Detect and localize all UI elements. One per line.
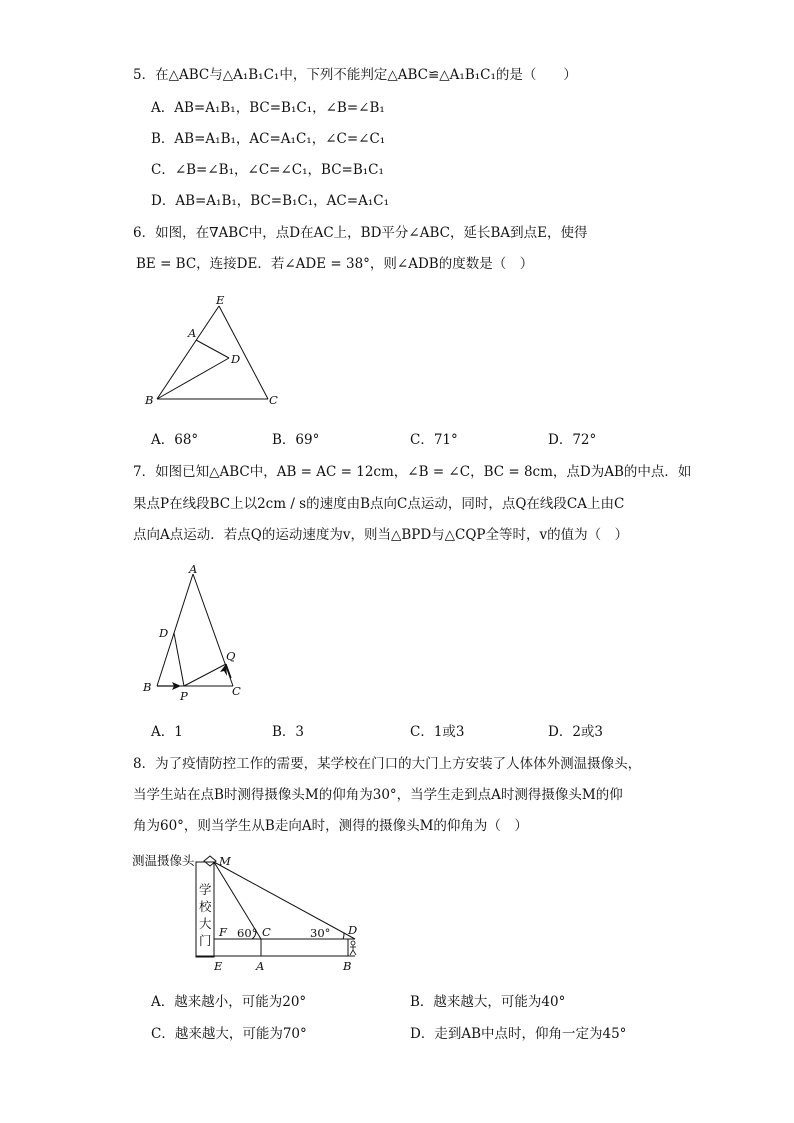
q8-label-gate-4: 门 xyxy=(199,933,212,948)
q7-option-d[interactable]: D．2或3 xyxy=(548,724,604,740)
q7-label-b: B xyxy=(143,680,152,694)
q8-label-b: B xyxy=(343,959,352,973)
q7-option-b[interactable]: B．3 xyxy=(272,724,305,740)
q7-label-d: D xyxy=(159,626,169,640)
q8-label-f: F xyxy=(219,925,227,939)
q8-label-camera: 测温摄像头 xyxy=(132,853,195,868)
q8-option-d[interactable]: D．走到AB中点时，仰角一定为45° xyxy=(410,1026,627,1042)
q8-label-gate-3: 大 xyxy=(199,916,212,931)
q8-label-e: E xyxy=(214,959,223,973)
q5-option-d[interactable]: D．AB=A₁B₁，BC=B₁C₁，AC=A₁C₁ xyxy=(151,193,389,209)
q6-label-b: B xyxy=(145,393,154,407)
q7-stem-line1: 7．如图已知△ABC中，AB = AC = 12cm，∠B = ∠C，BC = 8cm，点D为AB的中点．如 xyxy=(133,464,692,480)
q6-label-d: D xyxy=(231,352,241,366)
q7-label-c: C xyxy=(232,684,241,698)
q8-label-a: A xyxy=(256,959,265,973)
q8-stem-line1: 8．为了疫情防控工作的需要，某学校在门口的大门上方安装了人体体外测温摄像头， xyxy=(133,756,642,772)
q6-stem-line2: BE = BC，连接DE．若∠ADE = 38°，则∠ADB的度数是（ ） xyxy=(136,256,534,272)
q7-label-p: P xyxy=(180,689,188,703)
q6-option-a[interactable]: A．68° xyxy=(151,432,199,448)
q6-label-c: C xyxy=(269,393,278,407)
q6-triangle-figure xyxy=(140,292,290,412)
q6-option-c[interactable]: C．71° xyxy=(410,432,458,448)
q6-option-b[interactable]: B．69° xyxy=(272,432,320,448)
q5-option-c[interactable]: C．∠B=∠B₁，∠C=∠C₁，BC=B₁C₁ xyxy=(151,162,384,178)
q8-option-b[interactable]: B．越来越大，可能为40° xyxy=(410,994,566,1010)
q8-option-c[interactable]: C．越来越大，可能为70° xyxy=(151,1026,307,1042)
q7-triangle-figure xyxy=(138,560,258,705)
q8-label-gate-1: 学 xyxy=(199,882,212,897)
q7-label-q: Q xyxy=(226,649,236,663)
q7-label-a: A xyxy=(189,562,198,576)
q7-stem-line3: 点向A点运动．若点Q的运动速度为v，则当△BPD与△CQP全等时，v的值为（ ） xyxy=(133,527,629,543)
q5-option-b[interactable]: B．AB=A₁B₁，AC=A₁C₁，∠C=∠C₁ xyxy=(151,131,386,147)
q8-label-gate-2: 校 xyxy=(199,899,212,914)
student-icon xyxy=(350,941,356,955)
q8-label-m: M xyxy=(219,854,231,868)
q8-label-c: C xyxy=(262,925,271,939)
q6-option-d[interactable]: D．72° xyxy=(548,432,597,448)
q8-stem-line3: 角为60°，则当学生从B走向A时，测得的摄像头M的仰角为（ ） xyxy=(133,818,528,834)
q6-label-e: E xyxy=(216,293,225,307)
q8-option-a[interactable]: A．越来越小，可能为20° xyxy=(151,994,307,1010)
q5-option-a[interactable]: A．AB=A₁B₁，BC=B₁C₁，∠B=∠B₁ xyxy=(151,100,385,116)
q7-option-a[interactable]: A．1 xyxy=(151,724,183,740)
q8-label-angle-30: 30° xyxy=(310,926,331,940)
q8-label-angle-60: 60° xyxy=(237,926,258,940)
q8-label-d: D xyxy=(348,923,358,937)
q7-option-c[interactable]: C．1或3 xyxy=(410,724,465,740)
q8-stem-line2: 当学生站在点B时测得摄像头M的仰角为30°，当学生走到点A时测得摄像头M的仰 xyxy=(133,787,623,803)
q7-stem-line2: 果点P在线段BC上以2cm / s的速度由B点向C点运动，同时，点Q在线段CA上由C xyxy=(133,496,625,512)
q6-label-a: A xyxy=(188,326,197,340)
q6-stem-line1: 6．如图，在∇ABC中，点D在AC上，BD平分∠ABC，延长BA到点E，使得 xyxy=(133,225,588,241)
q5-stem: 5．在△ABC与△A₁B₁C₁中，下列不能判定△ABC≌△A₁B₁C₁的是（ ） xyxy=(133,67,577,83)
q8-camera-figure xyxy=(130,848,370,976)
